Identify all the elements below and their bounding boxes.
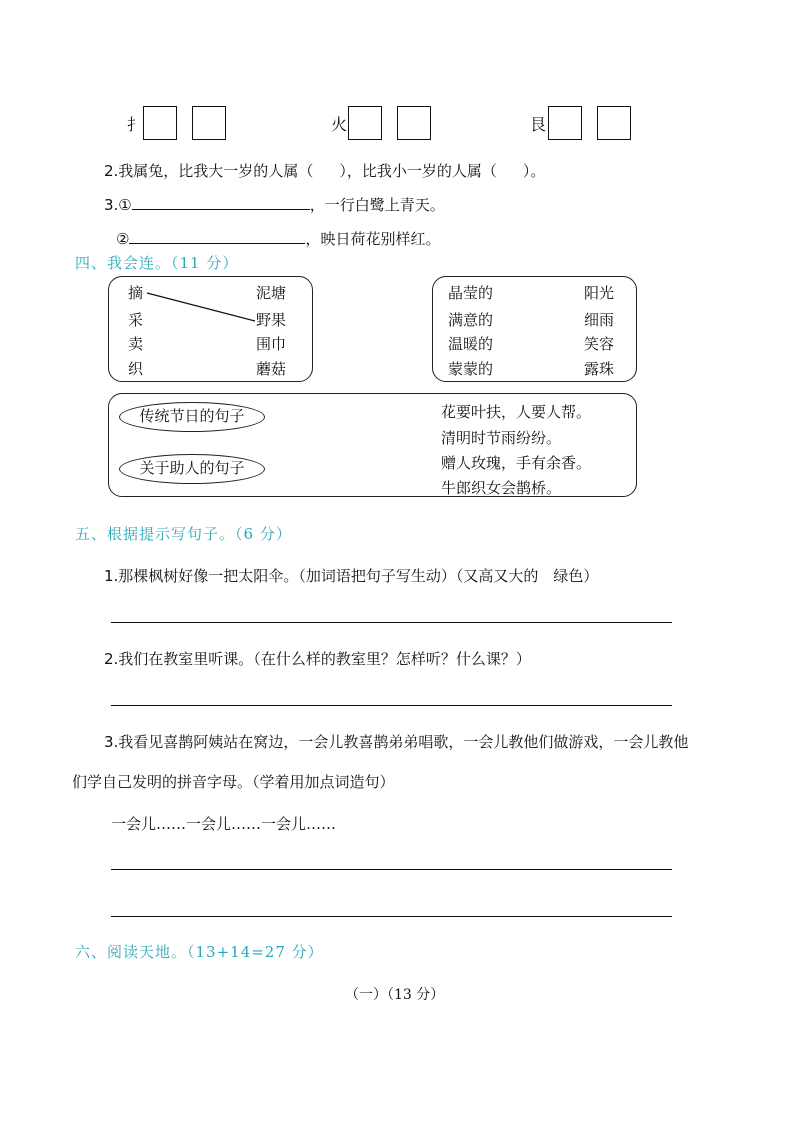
sentence-item[interactable]: 花要叶扶，人要人帮。 <box>441 403 592 421</box>
question-2-text-c: ）。 <box>522 162 546 180</box>
match-left-item[interactable]: 卖 <box>128 335 144 353</box>
answer-line[interactable] <box>111 916 672 917</box>
poem-line-1: ，一行白鹭上青天。 <box>309 196 445 214</box>
section-5-heading: 五、根据提示写句子。（6 分） <box>75 525 292 543</box>
section-5-question-1: 1.那棵枫树好像一把太阳伞。（加词语把句子写生动）（又高又大的 绿色） <box>104 567 599 585</box>
answer-line[interactable] <box>111 869 672 870</box>
sentence-item[interactable]: 清明时节雨纷纷。 <box>441 429 562 447</box>
answer-box[interactable] <box>397 106 431 140</box>
match-box-1 <box>108 276 313 382</box>
match-left-item[interactable]: 满意的 <box>448 311 494 329</box>
match-right-item[interactable]: 野果 <box>256 311 287 329</box>
section-5-question-3-line-2: 们学自己发明的拼音字母。（学着用加点词造句） <box>72 773 395 791</box>
answer-box[interactable] <box>143 106 177 140</box>
answer-box[interactable] <box>548 106 582 140</box>
sentence-pattern: 一会儿……一会儿……一会儿…… <box>111 815 337 833</box>
match-left-item[interactable]: 晶莹的 <box>448 284 494 302</box>
match-right-item[interactable]: 笑容 <box>584 335 615 353</box>
sentence-item[interactable]: 牛郎织女会鹊桥。 <box>441 479 562 497</box>
blank-line[interactable] <box>129 229 305 244</box>
match-right-item[interactable]: 泥塘 <box>256 284 287 302</box>
section-4-heading: 四、我会连。（11 分） <box>75 254 239 272</box>
match-right-item[interactable]: 围巾 <box>256 335 287 353</box>
match-left-item[interactable]: 采 <box>128 311 144 329</box>
answer-line[interactable] <box>111 622 672 623</box>
radical-1: 扌 <box>127 115 144 134</box>
match-box-2 <box>432 276 637 382</box>
poem-line-2: ，映日荷花别样红。 <box>305 230 441 248</box>
match-left-item[interactable]: 温暖的 <box>448 335 494 353</box>
question-3-prefix: 3.① <box>104 196 132 214</box>
answer-box[interactable] <box>597 106 631 140</box>
match-left-item[interactable]: 织 <box>128 360 144 378</box>
sentence-item[interactable]: 赠人玫瑰，手有余香。 <box>441 454 592 472</box>
answer-line[interactable] <box>111 705 672 706</box>
category-oval-festival[interactable]: 传统节日的句子 <box>119 402 265 432</box>
answer-box[interactable] <box>348 106 382 140</box>
section-5-question-3-line-1: 3.我看见喜鹊阿姨站在窝边，一会儿教喜鹊弟弟唱歌，一会儿教他们做游戏，一会儿教他 <box>104 733 689 751</box>
question-3-line-2 <box>116 228 440 249</box>
answer-box[interactable] <box>192 106 226 140</box>
match-box-3 <box>108 393 637 497</box>
blank-line[interactable] <box>132 195 310 210</box>
match-right-item[interactable]: 细雨 <box>584 311 615 329</box>
question-2 <box>104 160 545 181</box>
match-left-item[interactable]: 蒙蒙的 <box>448 360 494 378</box>
radical-2: 火 <box>331 115 348 134</box>
match-right-item[interactable]: 阳光 <box>584 284 615 302</box>
section-5-question-2: 2.我们在教室里听课。（在什么样的教室里？怎样听？什么课？） <box>104 650 531 668</box>
section-6-heading: 六、阅读天地。（13+14=27 分） <box>75 943 324 961</box>
match-left-item[interactable]: 摘 <box>128 284 144 302</box>
category-oval-helping[interactable]: 关于助人的句子 <box>119 454 265 484</box>
subsection-heading: （一）（13 分） <box>345 987 445 1003</box>
question-2-text-a: 2.我属兔，比我大一岁的人属（ <box>104 162 314 180</box>
question-3-prefix-2: ② <box>116 230 130 248</box>
question-3-line-1 <box>104 194 445 215</box>
match-right-item[interactable]: 蘑菇 <box>256 360 287 378</box>
radical-3: 艮 <box>530 115 547 134</box>
match-right-item[interactable]: 露珠 <box>584 360 615 378</box>
question-2-text-b: ），比我小一岁的人属（ <box>339 162 497 180</box>
